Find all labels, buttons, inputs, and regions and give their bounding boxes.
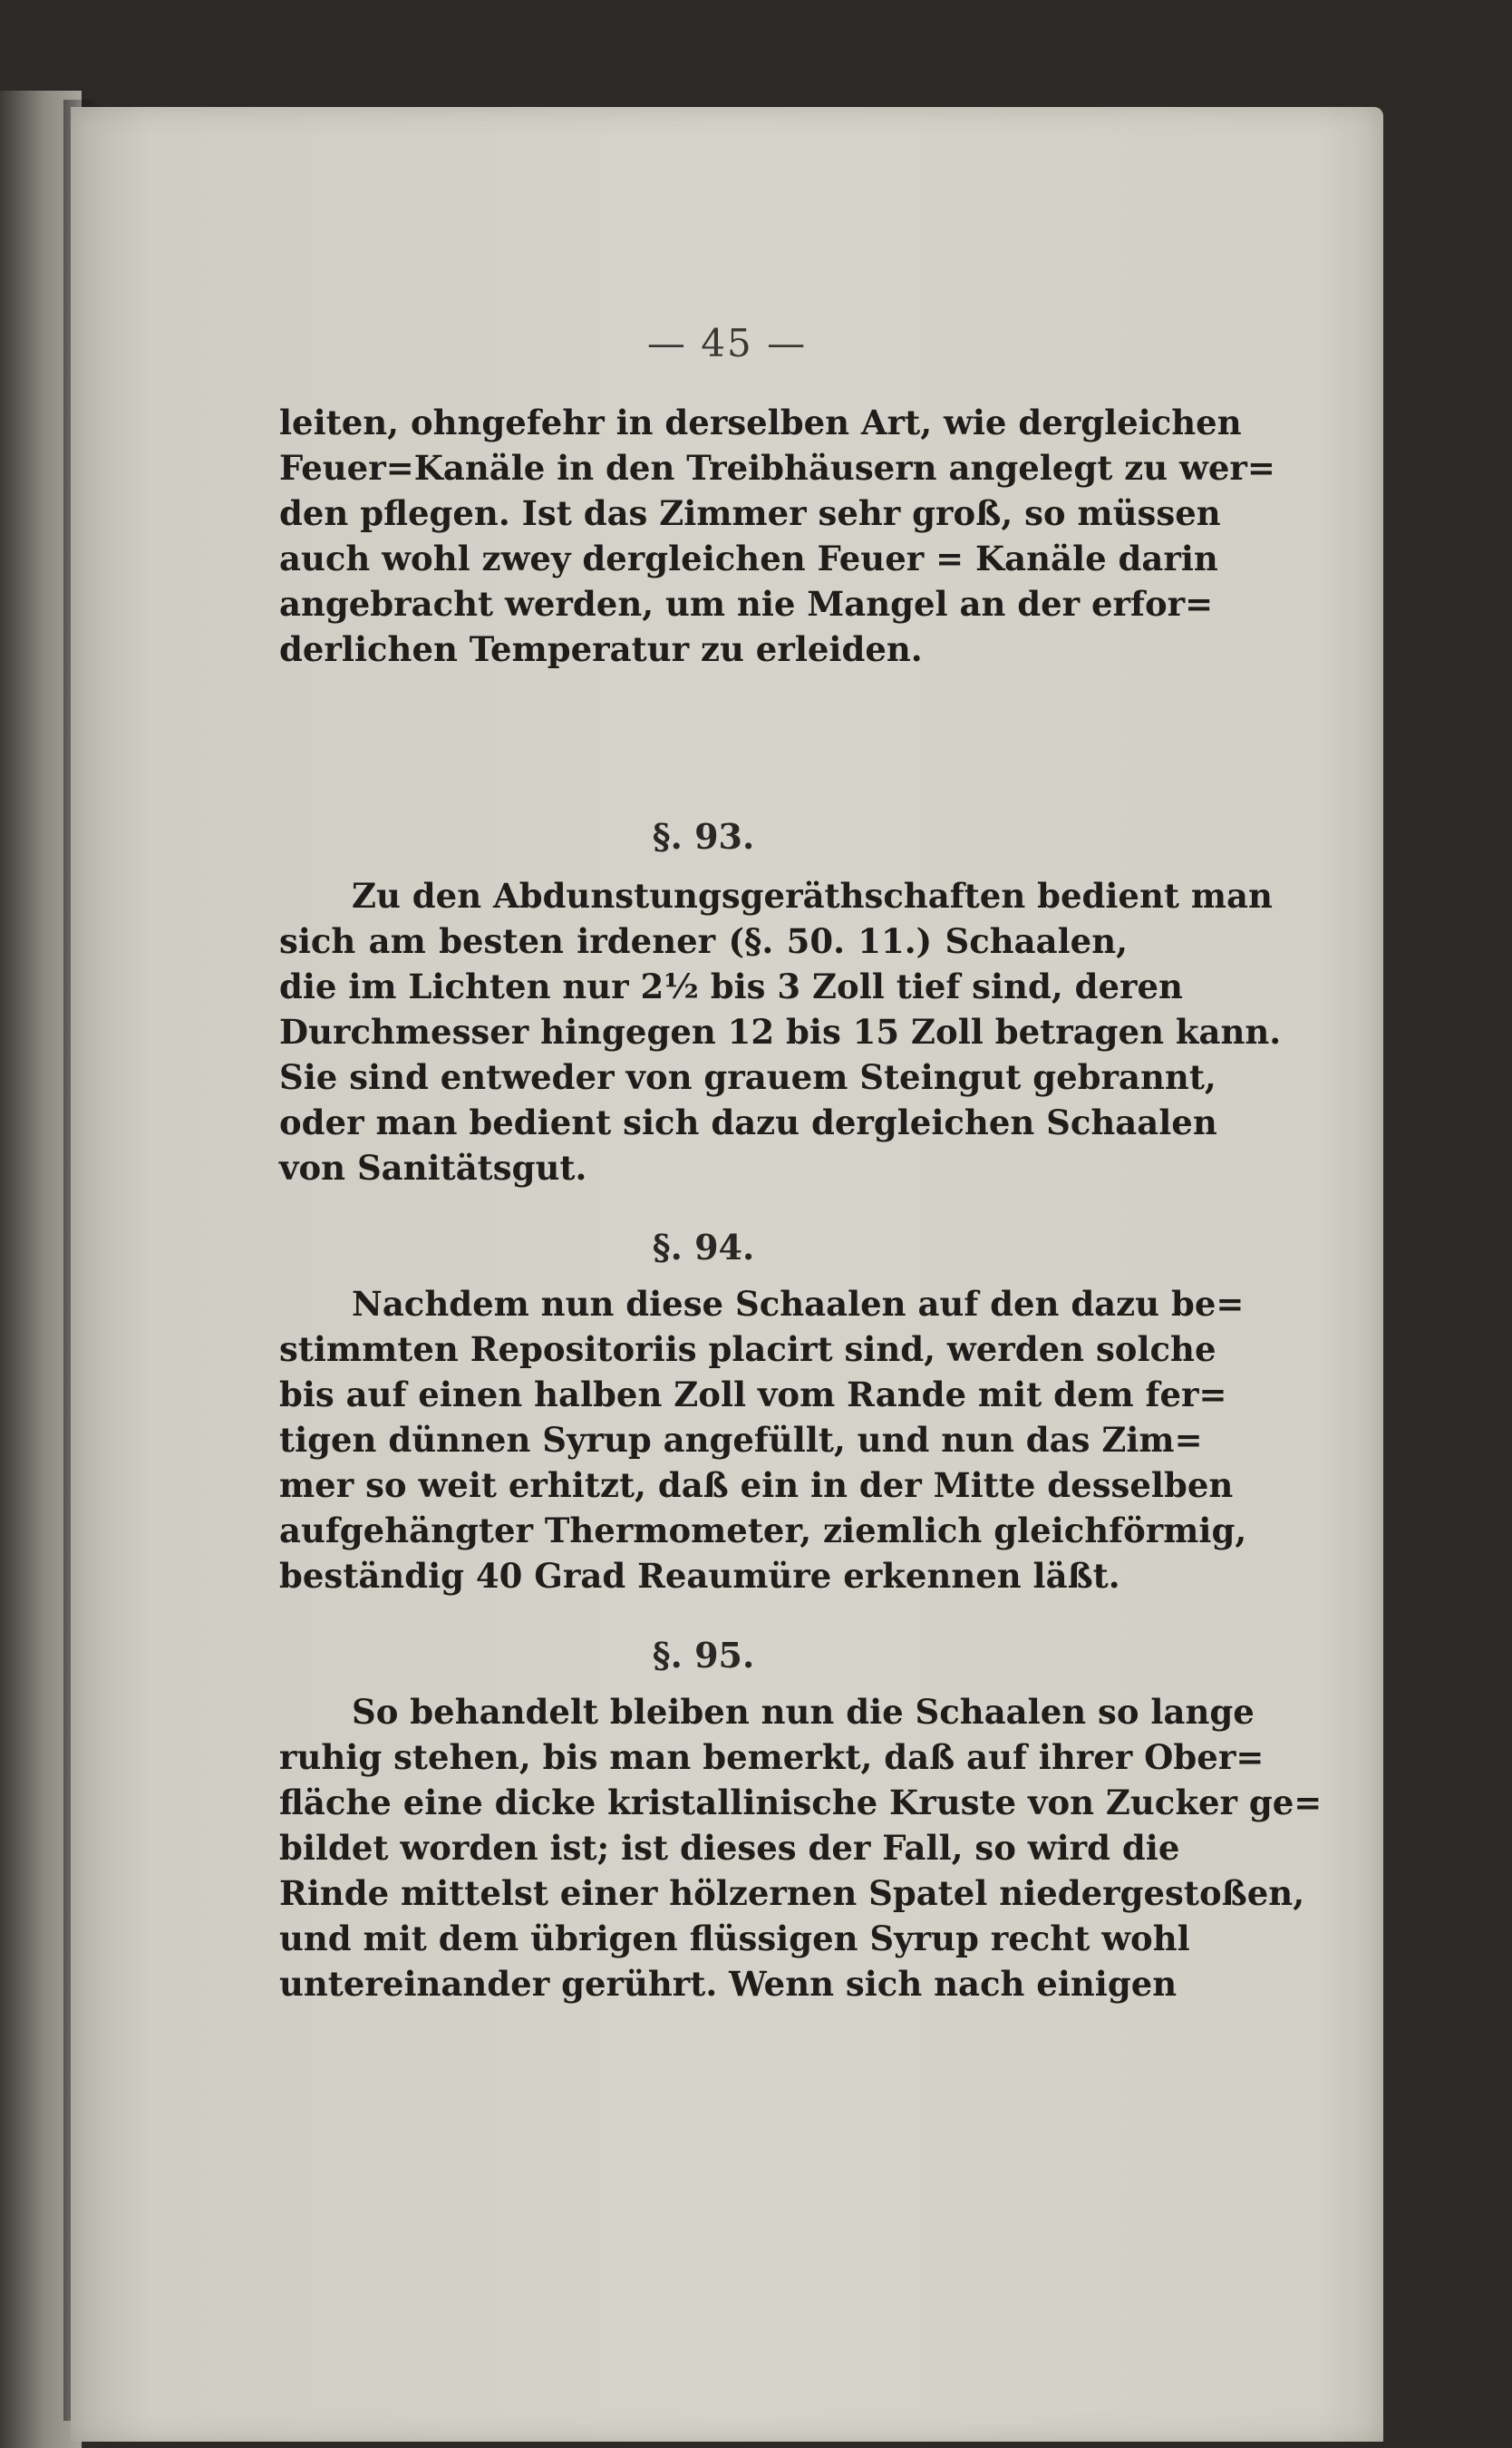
text-line: tigen dünnen Syrup angefüllt, und nun das Zim= <box>279 1420 1203 1460</box>
book-page <box>71 107 1383 2442</box>
text-line: Feuer=Kanäle in den Treibhäusern angelegt zu wer= <box>279 448 1275 488</box>
text-line: So behandelt bleiben nun die Schaalen so lange <box>352 1692 1255 1732</box>
text-line: Durchmesser hingegen 12 bis 15 Zoll betragen kann. <box>279 1012 1282 1052</box>
paragraph-2 <box>279 873 1282 1190</box>
text-line: oder man bedient sich dazu dergleichen Schaalen <box>279 1103 1217 1142</box>
paragraph-3 <box>279 1281 1247 1598</box>
text-line: aufgehängter Thermometer, ziemlich gleichförmig, <box>279 1511 1247 1550</box>
text-line: bildet worden ist; ist dieses der Fall, so wird die <box>279 1828 1180 1868</box>
section-heading: §. 95. <box>652 1635 755 1676</box>
page-number: — 45 — <box>646 321 808 365</box>
text-line: fläche eine dicke kristallinische Kruste von Zucker ge= <box>279 1783 1323 1822</box>
text-line: Rinde mittelst einer hölzernen Spatel niedergestoßen, <box>279 1873 1305 1913</box>
text-line: bis auf einen halben Zoll vom Rande mit dem fer= <box>279 1375 1227 1414</box>
section-93 <box>279 814 1128 860</box>
text-line: angebracht werden, um nie Mangel an der erfor= <box>279 584 1214 624</box>
text-line: sich am besten irdener (§. 50. 11.) Schaalen, <box>279 921 1128 961</box>
section-heading: §. 93. <box>652 816 755 857</box>
text-line: auch wohl zwey dergleichen Feuer = Kanäle darin <box>279 539 1218 578</box>
section-heading: §. 94. <box>652 1227 755 1268</box>
text-line: mer so weit erhitzt, daß ein in der Mitte desselben <box>279 1465 1234 1505</box>
text-line: ruhig stehen, bis man bemerkt, daß auf ihrer Ober= <box>279 1737 1265 1777</box>
paragraph-1 <box>279 400 1275 672</box>
text-line: Zu den Abdunstungsgeräthschaften bedient man <box>352 876 1273 916</box>
text-line: den pflegen. Ist das Zimmer sehr groß, so müssen <box>279 493 1221 533</box>
text-line: leiten, ohngefehr in derselben Art, wie dergleichen <box>279 403 1242 442</box>
text-line: untereinander gerührt. Wenn sich nach einigen <box>279 1964 1178 2004</box>
section-95 <box>279 1633 1128 1678</box>
text-line: stimmten Repositoriis placirt sind, werden solche <box>279 1329 1216 1369</box>
text-line: derlichen Temperatur zu erleiden. <box>279 629 923 669</box>
text-line: die im Lichten nur 2½ bis 3 Zoll tief sind, deren <box>279 967 1183 1006</box>
text-line: von Sanitätsgut. <box>279 1148 587 1188</box>
section-94 <box>279 1225 1128 1270</box>
text-line: und mit dem übrigen flüssigen Syrup recht wohl <box>279 1919 1190 1958</box>
paragraph-4 <box>279 1689 1323 2006</box>
text-line: Nachdem nun diese Schaalen auf den dazu be= <box>352 1284 1245 1324</box>
text-line: Sie sind entweder von grauem Steingut gebrannt, <box>279 1057 1216 1097</box>
text-line: beständig 40 Grad Reaumüre erkennen läßt. <box>279 1556 1120 1596</box>
